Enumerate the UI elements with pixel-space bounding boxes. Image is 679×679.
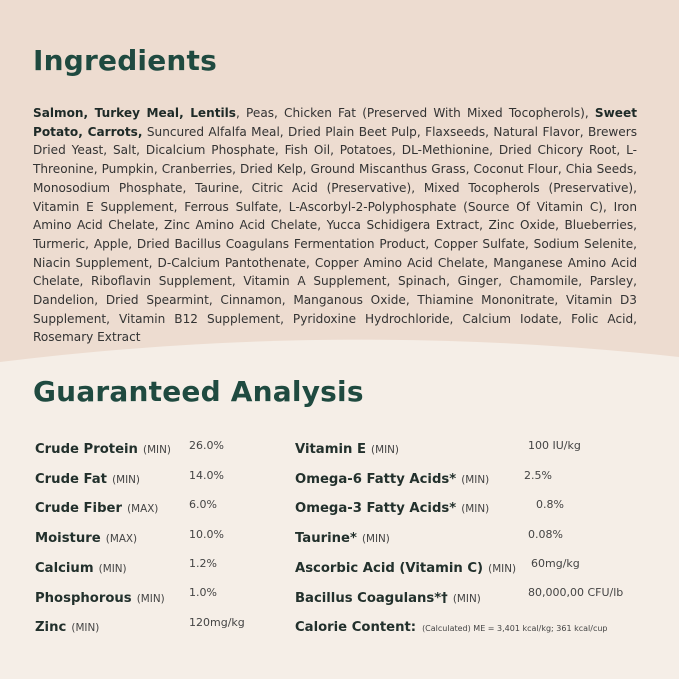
analysis-row	[295, 497, 489, 517]
analysis-row	[35, 527, 137, 547]
ingredients-list	[33, 104, 637, 347]
ingredients-text-1: , Peas, Chicken Fat (Preserved With Mixed Tocopherols),	[236, 106, 595, 120]
nutrient-qualifier: (MAX)	[127, 503, 159, 515]
nutrient-value: 120mg/kg	[189, 616, 245, 629]
nutrient-qualifier: (MIN)	[461, 474, 490, 486]
nutrient-value: 0.08%	[528, 528, 563, 541]
nutrient-qualifier: (MAX)	[105, 533, 138, 545]
nutrient-value: 2.5%	[524, 469, 552, 482]
nutrient-qualifier: (MIN)	[98, 563, 127, 575]
nutrient-name: Taurine*	[295, 531, 357, 546]
calorie-content-note: (Calculated) ME = 3,401 kcal/kg; 361 kcal/cup	[422, 624, 608, 633]
nutrient-qualifier: (MIN)	[361, 533, 390, 545]
nutrient-name: Vitamin E	[295, 442, 366, 457]
nutrient-name: Calcium	[35, 561, 94, 576]
ingredients-bold-2: Sweet Potato, Carrots,	[33, 106, 637, 139]
analysis-row	[35, 438, 171, 458]
nutrient-qualifier: (MIN)	[461, 503, 490, 515]
analysis-row	[35, 557, 127, 577]
analysis-row	[35, 468, 140, 488]
nutrient-qualifier: (MIN)	[71, 622, 100, 634]
nutrient-value: 100 IU/kg	[528, 439, 581, 452]
analysis-row	[295, 587, 481, 607]
nutrient-qualifier: (MIN)	[452, 593, 481, 605]
nutrient-value: 0.8%	[536, 498, 564, 511]
nutrient-name: Moisture	[35, 531, 101, 546]
nutrient-value: 14.0%	[189, 469, 224, 482]
ingredients-text-2: Suncured Alfalfa Meal, Dried Plain Beet Pulp, Flaxseeds, Natural Flavor, Brewers Dried Yeast, Salt, Dicalcium Phosphate, Fish Oil, Potatoes, DL-Methionine, Dried Chicory Root, L-Threonine, Pumpkin, Cranberries, Dried Kelp, Ground Miscanthus Grass, Coconut Flour, Chia Seeds, Monosodium Phosphate, Taurine, Citric Acid (Preservative), Mixed Tocopherols (Preservative), Vitamin E Supplement, Ferrous Sulfate, L-Ascorbyl-2-Polyphosphate (Source Of Vitamin C), Iron Amino Acid Chelate, Zinc Amino Acid Chelate, Yucca Schidigera Extract, Zinc Oxide, Blueberries, Turmeric, Apple, Dried Bacillus Coagulans Fermentation Product, Copper Sulfate, Sodium Selenite, Niacin Supplement, D-Calcium Pantothenate, Copper Amino Acid Chelate, Manganese Amino Acid Chelate, Riboflavin Supplement, Vitamin A Supplement, Spinach, Ginger, Chamomile, Parsley, Dandelion, Dried Spearmint, Cinnamon, Manganous Oxide, Thiamine Mononitrate, Vitamin D3 Supplement, Vitamin B12 Supplement, Pyridoxine Hydrochloride, Calcium Iodate, Folic Acid, Rosemary Extract	[33, 124, 638, 345]
nutrient-name: Omega-3 Fatty Acids*	[295, 501, 457, 516]
ingredients-bold-1: Salmon, Turkey Meal, Lentils	[33, 106, 236, 120]
nutrient-name: Bacillus Coagulans*†	[295, 591, 448, 606]
ingredients-title: Ingredients	[33, 44, 218, 77]
nutrient-qualifier: (MIN)	[371, 444, 399, 456]
nutrient-value: 26.0%	[189, 439, 224, 452]
analysis-row	[295, 468, 489, 488]
nutrient-qualifier: (MIN)	[136, 593, 165, 605]
nutrient-value: 60mg/kg	[531, 557, 580, 570]
nutrient-value: 6.0%	[189, 498, 217, 511]
analysis-title: Guaranteed Analysis	[33, 375, 364, 408]
calorie-content	[295, 616, 608, 636]
nutrient-value: 1.0%	[189, 586, 217, 599]
nutrient-value: 1.2%	[189, 557, 217, 570]
nutrient-name: Phosphorous	[35, 591, 132, 606]
analysis-row	[295, 438, 399, 458]
nutrient-qualifier: (MIN)	[143, 444, 171, 456]
nutrient-value: 80,000,00 CFU/lb	[528, 586, 624, 599]
nutrient-value: 10.0%	[189, 528, 224, 541]
analysis-row	[35, 616, 99, 636]
analysis-row	[295, 527, 390, 547]
nutrient-qualifier: (MIN)	[112, 474, 140, 486]
nutrient-name: Crude Fiber	[35, 501, 122, 516]
analysis-row	[35, 497, 158, 517]
nutrient-name: Omega-6 Fatty Acids*	[295, 472, 457, 487]
analysis-row	[35, 587, 165, 607]
nutrient-name: Ascorbic Acid (Vitamin C)	[295, 561, 484, 576]
nutrient-name: Crude Protein	[35, 442, 138, 457]
nutrient-name: Zinc	[35, 620, 67, 635]
nutrient-qualifier: (MIN)	[488, 563, 517, 575]
calorie-content-label: Calorie Content:	[295, 620, 417, 635]
analysis-row	[295, 557, 516, 577]
nutrient-name: Crude Fat	[35, 472, 107, 487]
